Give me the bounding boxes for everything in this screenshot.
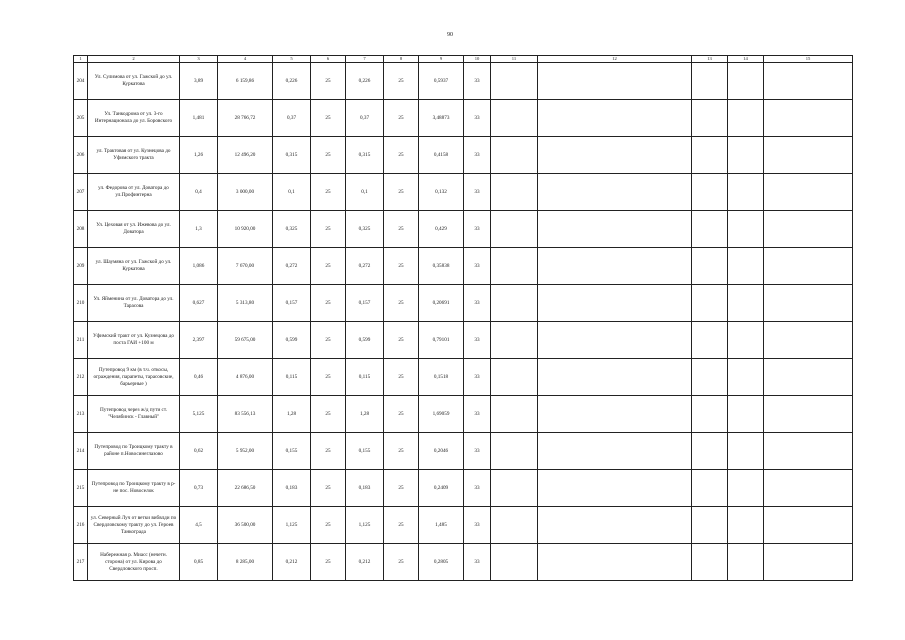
road-name: Путепровод по Троицкому тракту в районе п.Новосинеглазово: [88, 433, 180, 470]
row-number: 207: [74, 174, 88, 211]
cell-c4: 3 000,00: [218, 174, 273, 211]
road-name: Уфимский тракт от ул. Кузнецова до поста ГАИ +100 м: [88, 322, 180, 359]
road-name: ул. Северный Луч от ветки вибвлди по Свердловскому тракту до ул. Героев Танкограда: [88, 507, 180, 544]
column-header: 2: [88, 56, 180, 63]
row-number: 215: [74, 470, 88, 507]
cell-c4: 8 285,00: [218, 544, 273, 581]
row-number: 205: [74, 100, 88, 137]
row-number: 206: [74, 137, 88, 174]
header-row: [74, 56, 853, 63]
column-header: 15: [764, 56, 853, 63]
cell-c4: 5 313,80: [218, 285, 273, 322]
cell-c5: 1,28: [273, 396, 311, 433]
column-header: 10: [464, 56, 491, 63]
cell-c9: 0,20691: [419, 285, 464, 322]
column-header: 11: [491, 56, 538, 63]
cell-c10: 33: [464, 63, 491, 100]
empty-cell: [728, 359, 764, 396]
cell-c7: 0,115: [346, 359, 384, 396]
empty-cell: [764, 63, 853, 100]
cell-c6: 25: [311, 359, 346, 396]
road-name: ул. Федорова от ул. Доватора до ул.Профинтерна: [88, 174, 180, 211]
cell-c5: 0,212: [273, 544, 311, 581]
cell-c8: 25: [384, 470, 419, 507]
empty-cell: [491, 248, 538, 285]
empty-cell: [538, 359, 692, 396]
cell-c5: 0,155: [273, 433, 311, 470]
road-name: Набережная р. Миасс (нечетн. сторона) от ул. Кирова до Свердловского просп.: [88, 544, 180, 581]
cell-c5: 0,325: [273, 211, 311, 248]
cell-c6: 25: [311, 285, 346, 322]
cell-c6: 25: [311, 63, 346, 100]
cell-c10: 33: [464, 322, 491, 359]
row-number: 214: [74, 433, 88, 470]
cell-c7: 0,272: [346, 248, 384, 285]
cell-c8: 25: [384, 285, 419, 322]
cell-c10: 33: [464, 100, 491, 137]
cell-c6: 25: [311, 100, 346, 137]
cell-c4: 6 159,86: [218, 63, 273, 100]
cell-c6: 25: [311, 433, 346, 470]
cell-c5: 0,272: [273, 248, 311, 285]
empty-cell: [764, 248, 853, 285]
cell-c8: 25: [384, 63, 419, 100]
empty-cell: [728, 544, 764, 581]
table-row: [74, 248, 853, 285]
empty-cell: [728, 211, 764, 248]
empty-cell: [764, 470, 853, 507]
table-row: [74, 63, 853, 100]
empty-cell: [491, 359, 538, 396]
road-name: Ул. Танкодрома от ул. 3-го Интернационала до ул. Боровского: [88, 100, 180, 137]
cell-c7: 0,325: [346, 211, 384, 248]
empty-cell: [764, 507, 853, 544]
cell-c8: 25: [384, 100, 419, 137]
empty-cell: [692, 285, 728, 322]
empty-cell: [538, 507, 692, 544]
empty-cell: [491, 433, 538, 470]
table-row: [74, 100, 853, 137]
empty-cell: [538, 100, 692, 137]
empty-cell: [491, 322, 538, 359]
cell-c6: 25: [311, 174, 346, 211]
cell-c8: 25: [384, 248, 419, 285]
cell-c10: 33: [464, 433, 491, 470]
road-name: ул. Шаумяна от ул. Гажской до ул. Куркатова: [88, 248, 180, 285]
empty-cell: [538, 248, 692, 285]
empty-cell: [728, 322, 764, 359]
cell-c7: 0,1: [346, 174, 384, 211]
road-name: Путепровод через ж/д пути ст. "Челябинск - Главный": [88, 396, 180, 433]
cell-c4: 7 670,00: [218, 248, 273, 285]
empty-cell: [491, 544, 538, 581]
cell-c3: 0,85: [180, 544, 218, 581]
empty-cell: [728, 396, 764, 433]
cell-c5: 0,599: [273, 322, 311, 359]
cell-c7: 0,599: [346, 322, 384, 359]
cell-c5: 0,315: [273, 137, 311, 174]
cell-c8: 25: [384, 211, 419, 248]
cell-c3: 0,4: [180, 174, 218, 211]
cell-c6: 25: [311, 396, 346, 433]
empty-cell: [538, 433, 692, 470]
cell-c4: 59 675,00: [218, 322, 273, 359]
empty-cell: [692, 248, 728, 285]
empty-cell: [538, 174, 692, 211]
cell-c6: 25: [311, 507, 346, 544]
cell-c5: 0,115: [273, 359, 311, 396]
cell-c3: 1,26: [180, 137, 218, 174]
cell-c3: 1,3: [180, 211, 218, 248]
empty-cell: [728, 433, 764, 470]
empty-cell: [728, 470, 764, 507]
column-header: 1: [74, 56, 88, 63]
table-row: [74, 211, 853, 248]
row-number: 211: [74, 322, 88, 359]
empty-cell: [728, 248, 764, 285]
empty-cell: [764, 211, 853, 248]
empty-cell: [491, 211, 538, 248]
cell-c10: 33: [464, 285, 491, 322]
cell-c9: 0,2409: [419, 470, 464, 507]
empty-cell: [491, 396, 538, 433]
cell-c6: 25: [311, 137, 346, 174]
cell-c7: 0,315: [346, 137, 384, 174]
cell-c10: 33: [464, 396, 491, 433]
empty-cell: [764, 137, 853, 174]
cell-c9: 0,5937: [419, 63, 464, 100]
cell-c7: 1,28: [346, 396, 384, 433]
table-row: [74, 285, 853, 322]
empty-cell: [692, 396, 728, 433]
data-table: [73, 55, 853, 581]
cell-c9: 1,485: [419, 507, 464, 544]
cell-c9: 3,48873: [419, 100, 464, 137]
empty-cell: [692, 100, 728, 137]
empty-cell: [728, 63, 764, 100]
cell-c3: 4,5: [180, 507, 218, 544]
row-number: 216: [74, 507, 88, 544]
cell-c9: 0,429: [419, 211, 464, 248]
cell-c9: 0,4158: [419, 137, 464, 174]
cell-c3: 0,62: [180, 433, 218, 470]
empty-cell: [764, 396, 853, 433]
cell-c3: 5,125: [180, 396, 218, 433]
empty-cell: [728, 507, 764, 544]
empty-cell: [692, 174, 728, 211]
column-header: 12: [538, 56, 692, 63]
empty-cell: [764, 100, 853, 137]
cell-c6: 25: [311, 248, 346, 285]
empty-cell: [538, 322, 692, 359]
cell-c9: 1,69059: [419, 396, 464, 433]
empty-cell: [491, 63, 538, 100]
empty-cell: [728, 285, 764, 322]
cell-c7: 0,155: [346, 433, 384, 470]
table-row: [74, 137, 853, 174]
cell-c4: 22 686,50: [218, 470, 273, 507]
cell-c5: 0,226: [273, 63, 311, 100]
empty-cell: [491, 137, 538, 174]
empty-cell: [692, 322, 728, 359]
page-number: 90: [447, 32, 453, 38]
empty-cell: [491, 470, 538, 507]
empty-cell: [491, 174, 538, 211]
cell-c8: 25: [384, 322, 419, 359]
cell-c10: 33: [464, 137, 491, 174]
empty-cell: [692, 63, 728, 100]
cell-c4: 5 952,00: [218, 433, 273, 470]
cell-c7: 0,37: [346, 100, 384, 137]
cell-c10: 33: [464, 359, 491, 396]
column-header: 8: [384, 56, 419, 63]
empty-cell: [764, 359, 853, 396]
cell-c9: 0,35838: [419, 248, 464, 285]
cell-c8: 25: [384, 359, 419, 396]
empty-cell: [538, 63, 692, 100]
cell-c4: 4 876,00: [218, 359, 273, 396]
cell-c7: 0,157: [346, 285, 384, 322]
cell-c4: 28 766,72: [218, 100, 273, 137]
row-number: 212: [74, 359, 88, 396]
column-header: 13: [692, 56, 728, 63]
cell-c10: 33: [464, 544, 491, 581]
empty-cell: [538, 470, 692, 507]
cell-c3: 3,89: [180, 63, 218, 100]
cell-c4: 36 500,00: [218, 507, 273, 544]
empty-cell: [692, 359, 728, 396]
column-header: 14: [728, 56, 764, 63]
empty-cell: [764, 433, 853, 470]
empty-cell: [728, 100, 764, 137]
table-row: [74, 470, 853, 507]
empty-cell: [538, 137, 692, 174]
cell-c6: 25: [311, 470, 346, 507]
empty-cell: [692, 433, 728, 470]
cell-c10: 33: [464, 174, 491, 211]
road-name: ул. Трактовая от ул. Кузнецова до Уфимского тракта: [88, 137, 180, 174]
road-name: Ул. Сулимова от ул. Гажской до ул. Куркатова: [88, 63, 180, 100]
column-header: 7: [346, 56, 384, 63]
row-number: 213: [74, 396, 88, 433]
row-number: 208: [74, 211, 88, 248]
empty-cell: [692, 211, 728, 248]
empty-cell: [538, 211, 692, 248]
column-header: 4: [218, 56, 273, 63]
table-row: [74, 174, 853, 211]
cell-c9: 0,132: [419, 174, 464, 211]
column-header: 5: [273, 56, 311, 63]
empty-cell: [491, 285, 538, 322]
road-name: Путепровод по Троицкому тракту в р-не пос. Новоселок: [88, 470, 180, 507]
cell-c6: 25: [311, 322, 346, 359]
empty-cell: [538, 285, 692, 322]
cell-c8: 25: [384, 544, 419, 581]
cell-c3: 0,73: [180, 470, 218, 507]
column-header: 3: [180, 56, 218, 63]
cell-c3: 1,086: [180, 248, 218, 285]
empty-cell: [538, 396, 692, 433]
empty-cell: [764, 544, 853, 581]
road-name: Ул. Яйменина от ул. Доватора до ул. Тарасова: [88, 285, 180, 322]
row-number: 210: [74, 285, 88, 322]
cell-c10: 33: [464, 211, 491, 248]
table-row: [74, 396, 853, 433]
cell-c5: 0,157: [273, 285, 311, 322]
cell-c7: 0,183: [346, 470, 384, 507]
empty-cell: [491, 507, 538, 544]
cell-c9: 0,2805: [419, 544, 464, 581]
cell-c8: 25: [384, 433, 419, 470]
empty-cell: [728, 174, 764, 211]
cell-c7: 0,226: [346, 63, 384, 100]
cell-c5: 1,125: [273, 507, 311, 544]
cell-c6: 25: [311, 211, 346, 248]
empty-cell: [692, 470, 728, 507]
empty-cell: [692, 507, 728, 544]
cell-c7: 0,212: [346, 544, 384, 581]
empty-cell: [764, 322, 853, 359]
empty-cell: [491, 100, 538, 137]
cell-c8: 25: [384, 396, 419, 433]
row-number: 204: [74, 63, 88, 100]
cell-c3: 0,46: [180, 359, 218, 396]
row-number: 217: [74, 544, 88, 581]
cell-c5: 0,1: [273, 174, 311, 211]
row-number: 209: [74, 248, 88, 285]
road-name: Ул. Цеховая от ул. Ижевова до ул. Доватора: [88, 211, 180, 248]
empty-cell: [728, 137, 764, 174]
empty-cell: [764, 174, 853, 211]
cell-c10: 33: [464, 248, 491, 285]
table-row: [74, 433, 853, 470]
table-row: [74, 322, 853, 359]
cell-c8: 25: [384, 174, 419, 211]
cell-c7: 1,125: [346, 507, 384, 544]
cell-c3: 1,481: [180, 100, 218, 137]
cell-c6: 25: [311, 544, 346, 581]
cell-c3: 2,397: [180, 322, 218, 359]
cell-c9: 0,1518: [419, 359, 464, 396]
table-row: [74, 507, 853, 544]
cell-c9: 0,2046: [419, 433, 464, 470]
cell-c9: 0,79101: [419, 322, 464, 359]
cell-c4: 10 920,00: [218, 211, 273, 248]
cell-c5: 0,183: [273, 470, 311, 507]
cell-c10: 33: [464, 470, 491, 507]
empty-cell: [692, 544, 728, 581]
empty-cell: [692, 137, 728, 174]
column-header: 9: [419, 56, 464, 63]
table-row: [74, 544, 853, 581]
column-header: 6: [311, 56, 346, 63]
cell-c8: 25: [384, 507, 419, 544]
cell-c3: 0,627: [180, 285, 218, 322]
table-row: [74, 359, 853, 396]
cell-c5: 0,37: [273, 100, 311, 137]
empty-cell: [538, 544, 692, 581]
cell-c4: 83 556,13: [218, 396, 273, 433]
cell-c8: 25: [384, 137, 419, 174]
empty-cell: [764, 285, 853, 322]
road-name: Путепровод 9 км (в т.ч. откосы, ограждения, парапеты, тарасовские, барьерные ): [88, 359, 180, 396]
cell-c10: 33: [464, 507, 491, 544]
cell-c4: 12 496,20: [218, 137, 273, 174]
